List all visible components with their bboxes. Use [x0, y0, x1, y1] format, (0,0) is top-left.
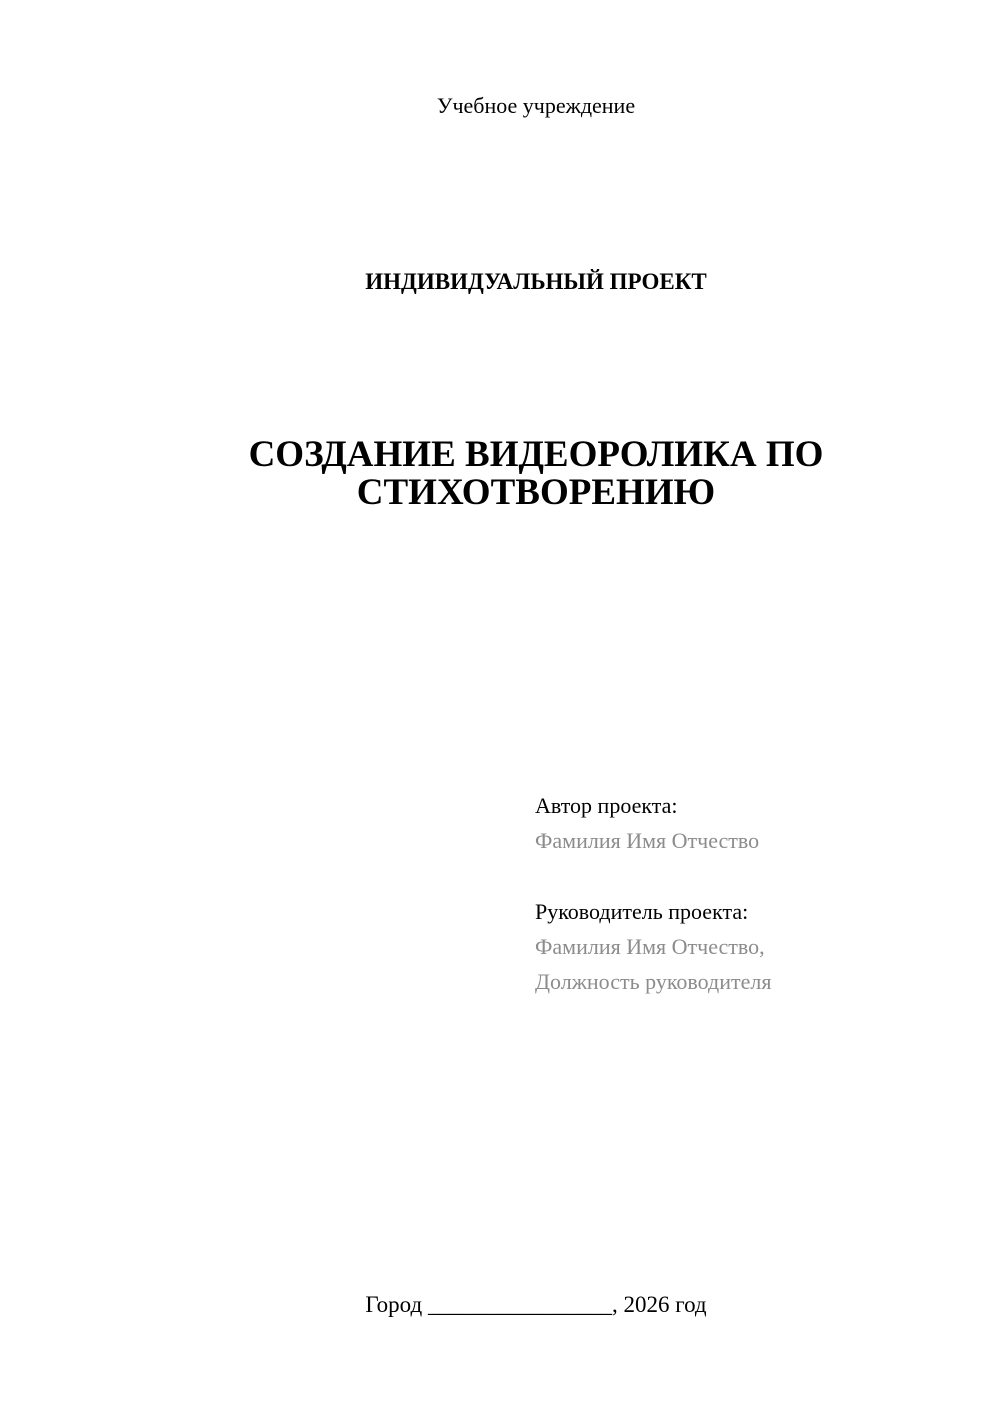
project-title-line-1: СОЗДАНИЕ ВИДЕОРОЛИКА ПО	[248, 434, 824, 475]
project-title	[0, 436, 1000, 512]
institution-name: Учебное учреждение	[436, 93, 636, 118]
supervisor-position: Должность руководителя	[535, 969, 772, 994]
author-name: Фамилия Имя Отчество	[535, 828, 760, 853]
supervisor-name: Фамилия Имя Отчество,	[535, 934, 765, 959]
supervisor-label: Руководитель проекта:	[535, 899, 749, 924]
info-spacer	[535, 858, 975, 894]
author-label: Автор проекта:	[535, 793, 678, 818]
project-info-block	[535, 788, 975, 999]
city-year-footer: Город ________________, 2026 год	[365, 1292, 707, 1317]
project-title-line-2: СТИХОТВОРЕНИЮ	[356, 472, 716, 513]
project-type-heading: ИНДИВИДУАЛЬНЫЙ ПРОЕКТ	[365, 269, 707, 294]
